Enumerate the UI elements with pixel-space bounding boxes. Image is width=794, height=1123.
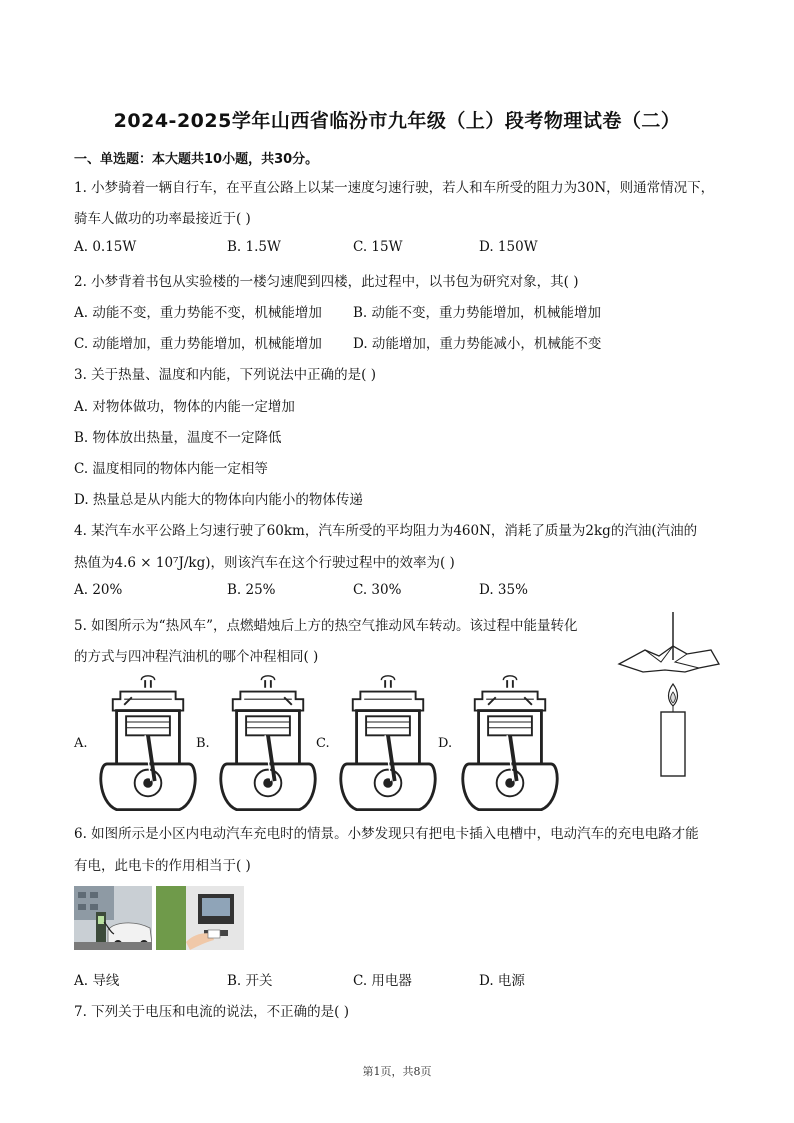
question-4-text-cont: 热值为4.6 × 10⁷J/kg)，则该汽车在这个行驶过程中的效率为( ) [74, 555, 455, 571]
pinwheel-candle-figure [615, 612, 725, 782]
engine-diagram-a [88, 672, 208, 812]
question-5-text: 5. 如图所示为“热风车”，点燃蜡烛后上方的热空气推动风车转动。该过程中能量转化 [74, 618, 578, 634]
question-2-text: 2. 小梦背着书包从实验楼的一楼匀速爬到四楼，此过程中，以书包为研究对象，其( ) [74, 274, 579, 290]
engine-label-c: C. [316, 736, 330, 751]
engine-diagram-b [208, 672, 328, 812]
q1-option-d: D. 150W [479, 239, 538, 255]
question-6-text: 6. 如图所示是小区内电动汽车充电时的情景。小梦发现只有把电卡插入电槽中，电动汽车的充电电路才能 [74, 826, 699, 842]
question-5-text-cont: 的方式与四冲程汽油机的哪个冲程相同( ) [74, 649, 319, 665]
engine-diagram-d [450, 672, 570, 812]
ev-charging-photo [74, 886, 152, 950]
q6-option-b: B. 开关 [227, 973, 273, 989]
q1-option-b: B. 1.5W [227, 239, 281, 255]
page-footer: 第1页，共8页 [362, 1065, 432, 1078]
q6-option-d: D. 电源 [479, 973, 525, 989]
question-4-text: 4. 某汽车水平公路上匀速行驶了60km，汽车所受的平均阻力为460N，消耗了质量为2kg的汽油(汽油的 [74, 523, 698, 539]
q1-option-c: C. 15W [353, 239, 403, 255]
engine-label-a: A. [74, 736, 88, 751]
q6-option-c: C. 用电器 [353, 973, 412, 989]
q2-option-b: B. 动能不变，重力势能增加，机械能增加 [353, 305, 602, 321]
q3-option-c: C. 温度相同的物体内能一定相等 [74, 461, 268, 477]
q2-option-d: D. 动能增加，重力势能减小，机械能不变 [353, 336, 602, 352]
q3-option-a: A. 对物体做功，物体的内能一定增加 [74, 399, 295, 415]
engine-label-b: B. [196, 736, 210, 751]
q3-option-d: D. 热量总是从内能大的物体向内能小的物体传递 [74, 492, 363, 508]
question-7-text: 7. 下列关于电压和电流的说法，不正确的是( ) [74, 1004, 349, 1020]
engine-diagram-c [328, 672, 448, 812]
question-6-text-cont: 有电，此电卡的作用相当于( ) [74, 858, 251, 874]
q4-option-c: C. 30% [353, 582, 402, 598]
q2-option-a: A. 动能不变，重力势能不变，机械能增加 [74, 305, 322, 321]
question-1-text: 1. 小梦骑着一辆自行车，在平直公路上以某一速度匀速行驶，若人和车所受的阻力为30N，则通常情况下， [74, 180, 715, 196]
q2-option-c: C. 动能增加，重力势能增加，机械能增加 [74, 336, 322, 352]
question-1-text-cont: 骑车人做功的功率最接近于( ) [74, 211, 251, 227]
question-3-text: 3. 关于热量、温度和内能，下列说法中正确的是( ) [74, 367, 376, 383]
section-heading: 一、单选题：本大题共10小题，共30分。 [74, 152, 319, 167]
q4-option-b: B. 25% [227, 582, 276, 598]
q4-option-a: A. 20% [74, 582, 123, 598]
q4-option-d: D. 35% [479, 582, 528, 598]
engine-label-d: D. [438, 736, 453, 751]
q3-option-b: B. 物体放出热量，温度不一定降低 [74, 430, 282, 446]
card-slot-photo [156, 886, 244, 950]
q1-option-a: A. 0.15W [74, 239, 137, 255]
q6-option-a: A. 导线 [74, 973, 120, 989]
page-title: 2024-2025学年山西省临汾市九年级（上）段考物理试卷（二） [113, 110, 681, 132]
